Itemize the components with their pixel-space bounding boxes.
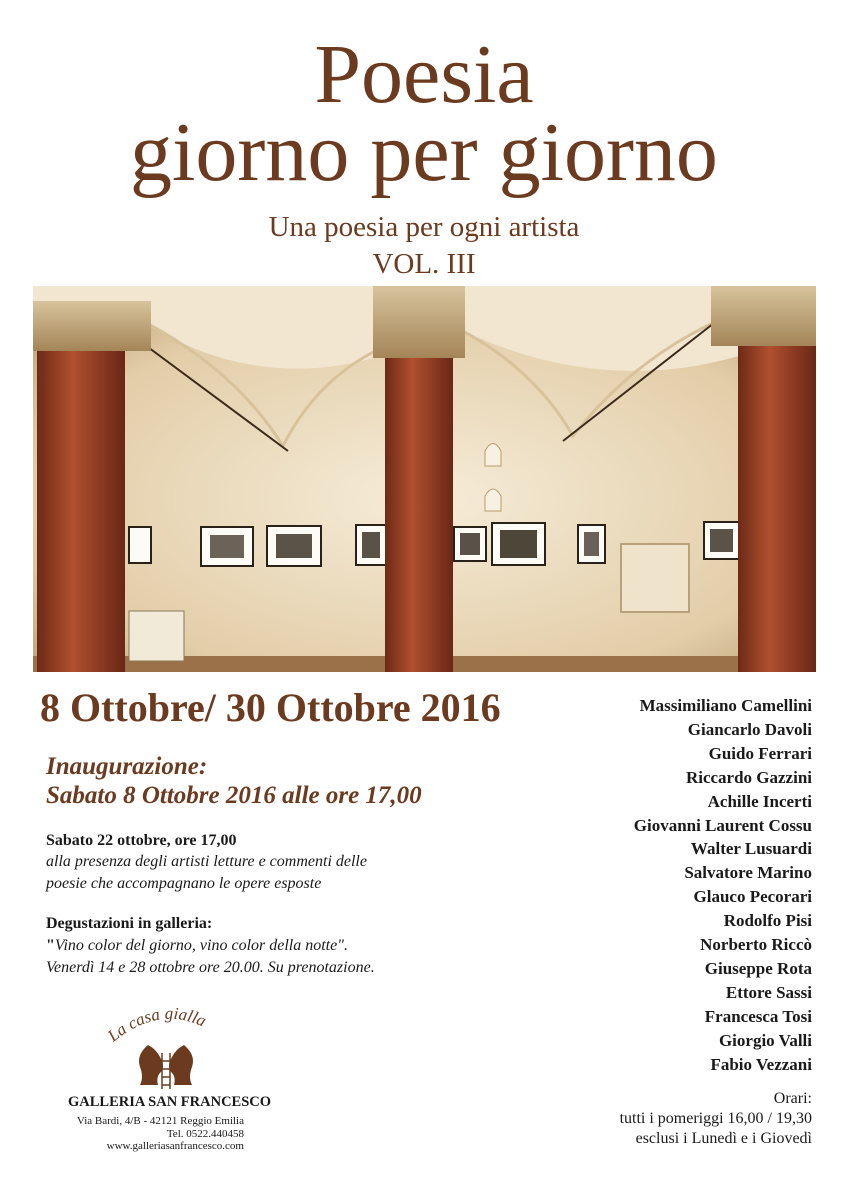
hours-line-2: esclusi i Lunedì e i Giovedì	[635, 1130, 812, 1147]
casa-gialla-logo	[100, 1005, 230, 1095]
artist-name: Salvatore Marino	[684, 863, 812, 883]
subtitle-volume: VOL. III	[372, 248, 476, 280]
gallery-website[interactable]: www.galleriasanfrancesco.com	[106, 1140, 244, 1152]
quote-mark: "	[46, 937, 55, 954]
event-reading-line-2: poesie che accompagnano le opere esposte	[46, 875, 322, 892]
artist-name: Ettore Sassi	[725, 982, 812, 1002]
gallery-name: GALLERIA SAN FRANCESCO	[68, 1094, 272, 1110]
artist-name: Rodolfo Pisi	[723, 911, 812, 931]
hours-line-1: tutti i pomeriggi 16,00 / 19,30	[619, 1110, 812, 1127]
artist-name: Glauco Pecorari	[693, 887, 812, 907]
artist-name: Riccardo Gazzini	[685, 767, 812, 787]
artist-name: Guido Ferrari	[708, 743, 812, 763]
gallery-address: Via Bardi, 4/B - 42121 Reggio Emilia	[76, 1115, 244, 1127]
artist-name: Achille Incerti	[707, 791, 812, 811]
tasting-line-2: Venerdì 14 e 28 ottobre ore 20.00. Su prenotazione.	[46, 959, 375, 976]
artist-name: Walter Lusuardi	[690, 839, 812, 859]
artist-name: Norberto Riccò	[700, 935, 812, 955]
gallery-interior-photo	[33, 286, 816, 672]
title-line-2: giorno per giorno	[130, 106, 718, 199]
event-reading-title: Sabato 22 ottobre, ore 17,00	[46, 832, 237, 849]
logo-text: La casa gialla	[103, 1005, 210, 1046]
inauguration-label: Inaugurazione:	[46, 753, 208, 780]
artist-name: Giovanni Laurent Cossu	[633, 815, 812, 835]
svg-text:La casa gialla	[103, 1005, 209, 1046]
title-line-1: Poesia	[314, 28, 534, 121]
artist-name: Giuseppe Rota	[704, 958, 812, 978]
artist-name: Giancarlo Davoli	[687, 719, 812, 739]
artist-name: Francesca Tosi	[704, 1006, 812, 1026]
artist-name: Giorgio Valli	[718, 1030, 812, 1050]
gallery-phone: Tel. 0522.440458	[166, 1128, 244, 1140]
artist-list	[634, 694, 812, 1077]
subtitle-line-1: Una poesia per ogni artista	[268, 211, 580, 243]
inauguration-date: Sabato 8 Ottobre 2016 alle ore 17,00	[46, 782, 422, 809]
tasting-line-1	[46, 937, 348, 955]
tasting-title: Degustazioni in galleria:	[46, 915, 213, 932]
tasting-quote: Vino color del giorno, vino color della notte".	[54, 937, 348, 954]
exhibition-dates: 8 Ottobre/ 30 Ottobre 2016	[40, 685, 501, 730]
event-reading-line-1: alla presenza degli artisti letture e commenti delle	[46, 853, 367, 870]
hours-label: Orari:	[773, 1090, 812, 1107]
artist-name: Fabio Vezzani	[710, 1054, 812, 1074]
artist-name: Massimiliano Camellini	[639, 696, 812, 715]
